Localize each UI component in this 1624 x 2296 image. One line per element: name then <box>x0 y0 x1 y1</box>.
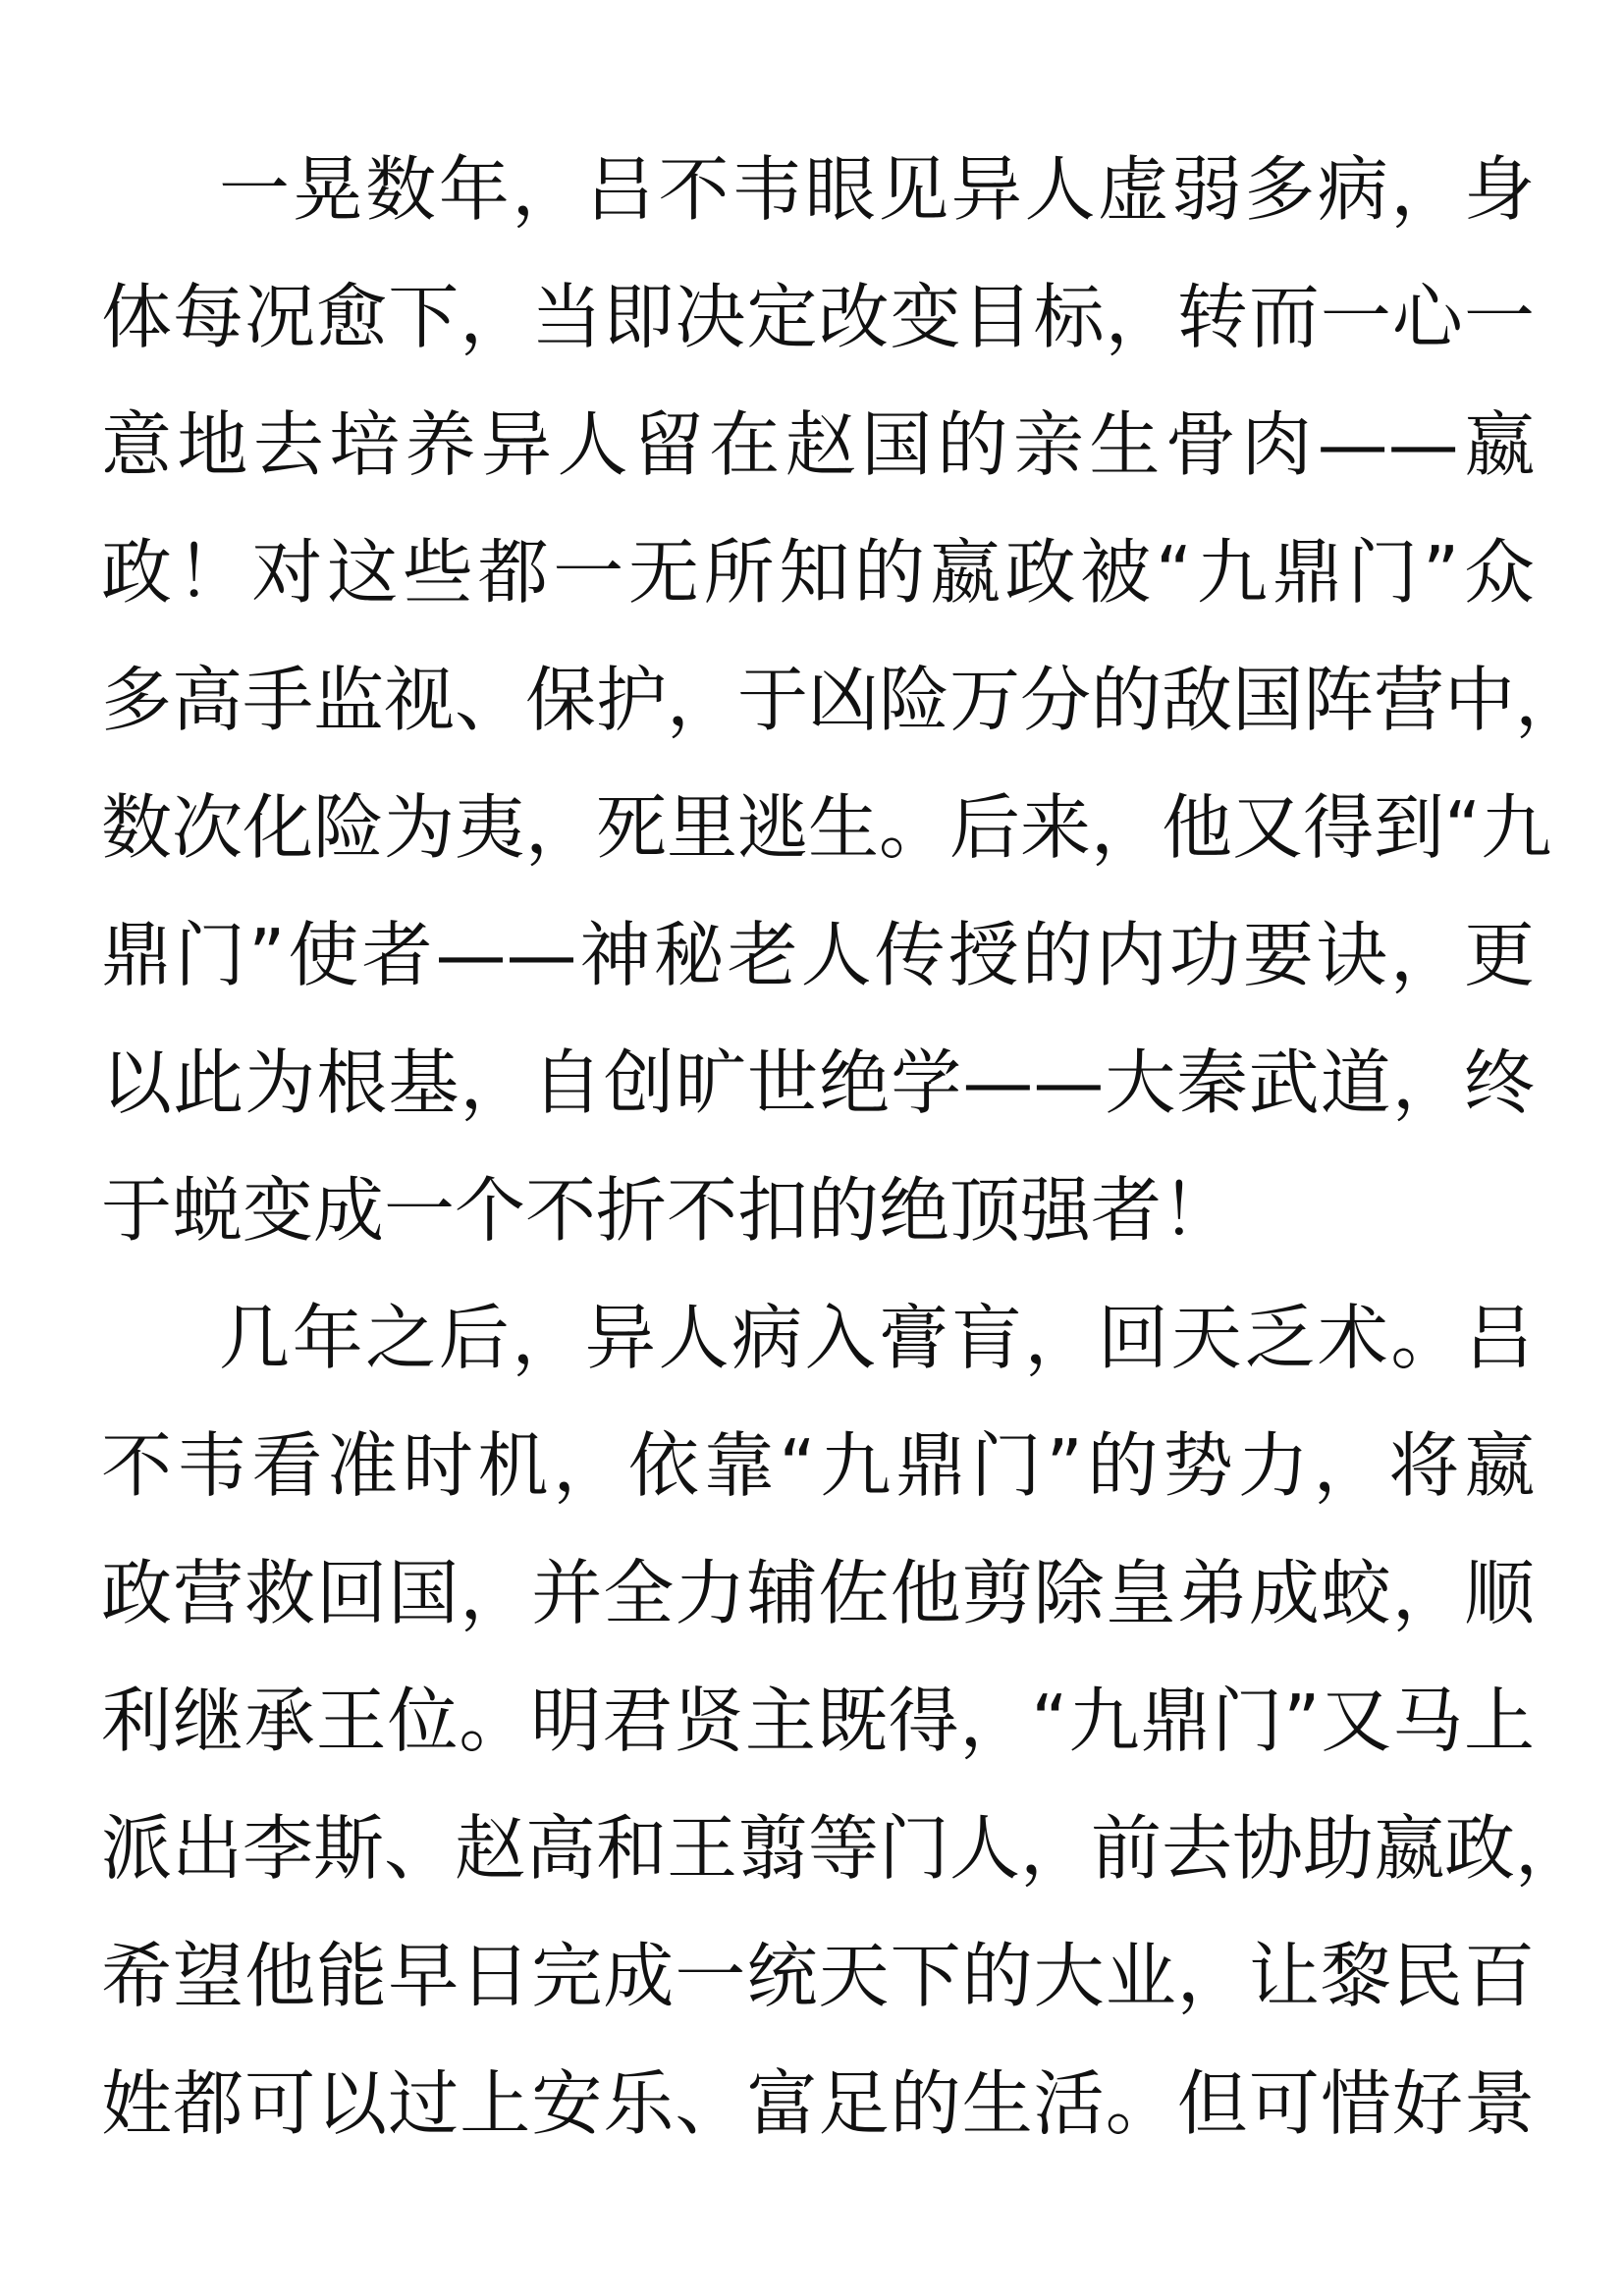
paragraph-2-line-5: 派出李斯、赵高和王翦等门人，前去协助嬴政， <box>101 1807 1587 1890</box>
paragraph-1-line-6: 数次化险为夷，死里逃生。后来，他又得到“九 <box>101 786 1552 869</box>
paragraph-1-line-5: 多高手监视、保护，于凶险万分的敌国阵营中， <box>101 659 1587 741</box>
paragraph-1-line-8: 以此为根基，自创旷世绝学——大秦武道，终 <box>101 1041 1535 1124</box>
paragraph-1-line-4: 政！对这些都一无所知的嬴政被“九鼎门”众 <box>101 531 1535 614</box>
body-text <box>101 126 1587 2167</box>
paragraph-2-line-7: 姓都可以过上安乐、富足的生活。但可惜好景 <box>101 2062 1535 2145</box>
paragraph-2-line-1: 几年之后，异人病入膏肓，回天乏术。吕 <box>219 1297 1535 1379</box>
paragraph-2-line-6: 希望他能早日完成一统天下的大业，让黎民百 <box>101 1935 1535 2017</box>
paragraph-1-line-2: 体每况愈下，当即决定改变目标，转而一心一 <box>101 276 1535 358</box>
paragraph-2-line-4: 利继承王位。明君贤主既得，“九鼎门”又马上 <box>101 1680 1535 1762</box>
paragraph-1-line-9: 于蜕变成一个不折不扣的绝顶强者！ <box>101 1169 1233 1252</box>
paragraph-2-line-2: 不韦看准时机，依靠“九鼎门”的势力，将嬴 <box>101 1424 1535 1507</box>
paragraph-2-line-3: 政营救回国，并全力辅佐他剪除皇弟成蛟，顺 <box>101 1552 1535 1634</box>
paragraph-1-line-1: 一晃数年，吕不韦眼见异人虚弱多病，身 <box>219 148 1535 231</box>
paragraph-1-line-3: 意地去培养异人留在赵国的亲生骨肉——嬴 <box>101 403 1535 486</box>
paragraph-1-line-7: 鼎门”使者——神秘老人传授的内功要诀，更 <box>101 914 1535 996</box>
